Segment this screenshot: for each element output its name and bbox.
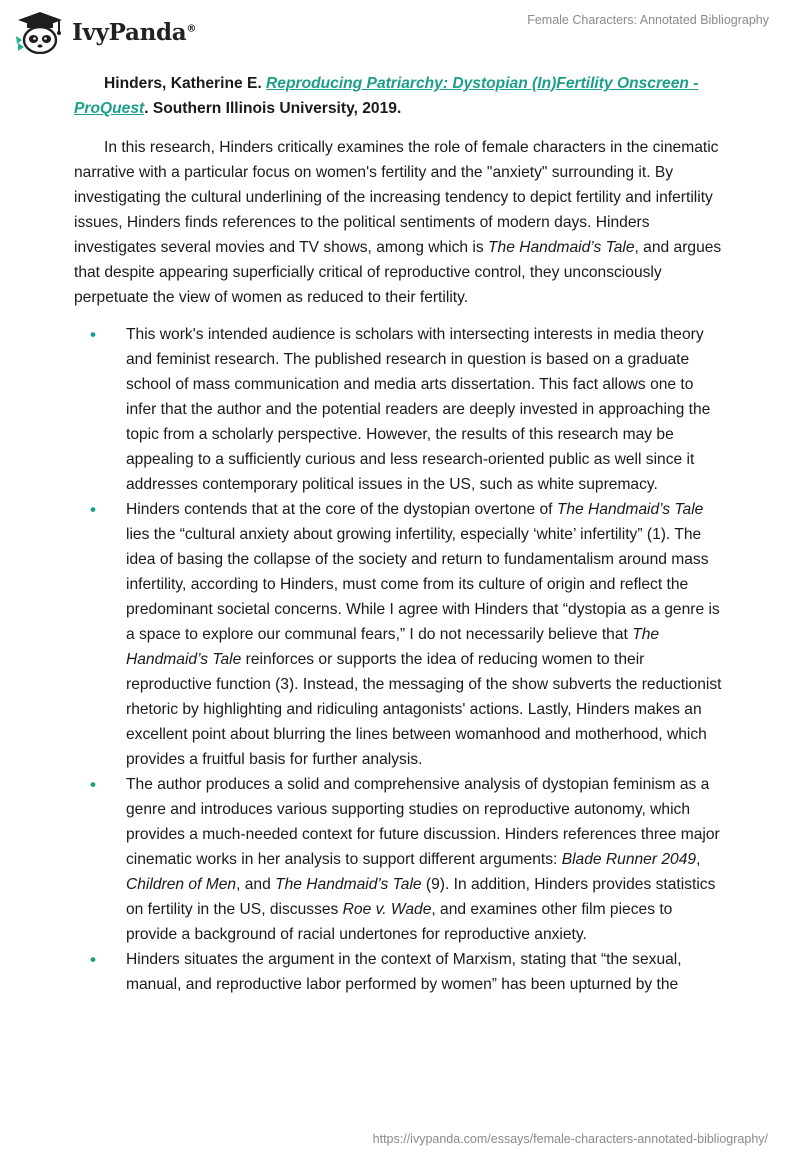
list-item: • The author produces a solid and comprehensive analysis of dystopian feminism as a genre and introduces various supporting studies on reproductive autonomy, which provides a much-needed context for future discussion. Hinders references three major cinematic works in her analysis to support different arguments: Blade Runner 2049, Children of Men, and The Handmaid’s Tale (9). In addition, Hinders provides statistics on fertility in the US, discusses Roe v. Wade, and examines other film pieces to provide a background of racial undertones for reproductive anxiety. [74, 772, 726, 947]
list-item: • Hinders contends that at the core of the dystopian overtone of The Handmaid’s Tale lies the “cultural anxiety about growing infertility, especially ‘white’ infertility” (1). The idea of basing the collapse of the society and return to fundamentalism around mass infertility, according to Hinders, must come from its culture of origin and reflect the predominant societal concerns. While I agree with Hinders that “dystopia as a genre is a space to explore our communal fears,” I do not necessarily believe that The Handmaid’s Tale reinforces or supports the idea of reducing women to their reproductive function (3). Instead, the messaging of the show subverts the reductionist rhetoric by highlighting and ridiculing antagonists' actions. Lastly, Hinders makes an excellent point about blurring the lines between womanhood and motherhood, which provides a fruitful basis for further analysis. [74, 497, 726, 772]
footer-url[interactable]: https://ivypanda.com/essays/female-characters-annotated-bibliography/ [372, 1132, 768, 1146]
document-title: Female Characters: Annotated Bibliography [527, 13, 769, 27]
bullet-dot-icon: • [90, 500, 96, 519]
citation: Hinders, Katherine E. Reproducing Patriarchy: Dystopian (In)Fertility Onscreen - ProQuest. Southern Illinois University, 2019. [74, 75, 699, 117]
list-item: • Hinders situates the argument in the context of Marxism, stating that “the sexual, manual, and reproductive labor performed by women” has been upturned by the [74, 947, 726, 997]
ivypanda-logo[interactable] [14, 10, 196, 54]
panda-graduate-icon [14, 10, 66, 54]
bullet-dot-icon: • [90, 950, 96, 969]
list-item: • This work's intended audience is scholars with intersecting interests in media theory and feminist research. The published research in question is based on a graduate school of mass communication and media arts dissertation. This fact allows one to infer that the author and the potential readers are deeply invested in approaching the topic from a scholarly perspective. However, the results of this research may be appealing to a sufficiently curious and less research-oriented public as well since it addresses contemporary political issues in the US, such as white supremacy. [74, 322, 726, 497]
bullet-dot-icon: • [90, 775, 96, 794]
page-header [0, 0, 800, 70]
bullet-dot-icon: • [90, 325, 96, 344]
intro-paragraph: In this research, Hinders critically examines the role of female characters in the cinematic narrative with a particular focus on women's fertility and the "anxiety" surrounding it. By investigating the cultural underlining of the increasing tendency to depict fertility and infertility issues, Hinders finds references to the political sentiments of modern days. Hinders investigates several movies and TV shows, among which is The Handmaid’s Tale, and argues that despite appearing superficially critical of reproductive control, they unconsciously perpetuate the view of women as reduced to their fertility. [74, 139, 722, 306]
document-body [74, 71, 726, 997]
annotation-list [74, 322, 726, 997]
brand-name: IvyPanda® [72, 18, 197, 46]
source-link[interactable]: Reproducing Patriarchy: Dystopian (In)Fertility Onscreen - ProQuest [74, 75, 699, 117]
